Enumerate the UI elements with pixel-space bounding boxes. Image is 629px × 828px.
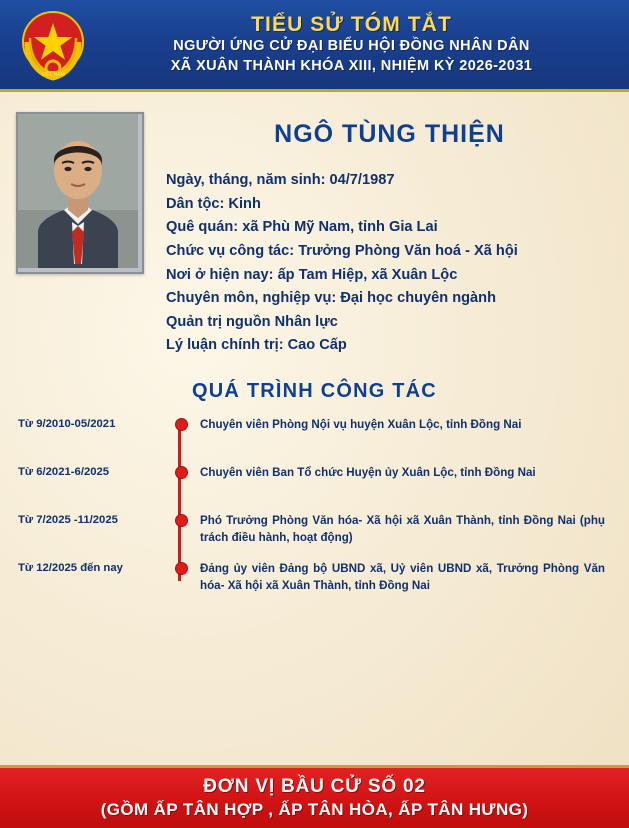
candidate-photo: [16, 112, 144, 274]
timeline-period: Từ 9/2010-05/2021: [18, 418, 116, 431]
electoral-unit-title: ĐƠN VỊ BẦU CỬ SỐ 02: [203, 776, 426, 797]
career-section-title: QUÁ TRÌNH CÔNG TÁC: [192, 380, 437, 403]
timeline-description: Đảng ủy viên Đảng bộ UBND xã, Uỷ viên UBND xã, Trưởng Phòng Văn hóa- Xã hội xã Xuân Thành, tỉnh Đồng Nai: [200, 562, 605, 592]
timeline-dot-cell: [168, 513, 194, 526]
info-ethnicity: Dân tộc: Kinh: [166, 195, 261, 212]
electoral-unit-hamlets: (GỒM ẤP TÂN HỢP , ẤP TÂN HÒA, ẤP TÂN HƯNG): [100, 800, 529, 819]
timeline-period: Từ 12/2025 đến nay: [18, 562, 123, 575]
poster-body: [0, 92, 629, 595]
poster-header: [0, 0, 629, 92]
timeline-period: Từ 7/2025 -11/2025: [18, 514, 118, 527]
timeline-dot-icon: [176, 467, 187, 478]
candidate-name: NGÔ TÙNG THIỆN: [274, 120, 505, 148]
header-text-block: [92, 13, 629, 77]
timeline-dot-cell: [168, 561, 194, 574]
profile-section: [16, 106, 613, 358]
info-position: Chức vụ công tác: Trưởng Phòng Văn hoá - Xã hội: [166, 242, 518, 259]
timeline-entry: [16, 465, 613, 499]
info-residence: Nơi ở hiện nay: ấp Tam Hiệp, xã Xuân Lộc: [166, 266, 458, 283]
poster-footer: [0, 765, 629, 828]
timeline-description: Phó Trưởng Phòng Văn hóa- Xã hội xã Xuân Thành, tỉnh Đồng Nai (phụ trách điều hành, hoạt động): [200, 514, 605, 544]
info-qualification: Chuyên môn, nghiệp vụ: Đại học chuyên ngành: [166, 290, 496, 307]
poster-subtitle-2: XÃ XUÂN THÀNH KHÓA XIII, NHIỆM KỲ 2026-2031: [170, 57, 533, 74]
timeline-dot-cell: [168, 417, 194, 430]
timeline-entry: [16, 561, 613, 595]
timeline-entry: [16, 417, 613, 451]
candidate-details: [144, 106, 613, 358]
timeline-dot-icon: [176, 563, 187, 574]
timeline-period: Từ 6/2021-6/2025: [18, 466, 110, 479]
info-political-theory: Lý luận chính trị: Cao Cấp: [166, 337, 347, 354]
timeline-dot-cell: [168, 465, 194, 478]
svg-text:VIỆT NAM: VIỆT NAM: [41, 71, 65, 78]
info-birthdate: Ngày, tháng, năm sinh: 04/7/1987: [166, 172, 395, 188]
career-timeline: [16, 417, 613, 595]
timeline-dot-icon: [176, 515, 187, 526]
info-hometown: Quê quán: xã Phù Mỹ Nam, tỉnh Gia Lai: [166, 219, 438, 236]
poster-subtitle-1: NGƯỜI ỨNG CỬ ĐẠI BIỂU HỘI ĐỒNG NHÂN DÂN: [173, 38, 530, 55]
timeline-entry: [16, 513, 613, 547]
poster-title: TIỂU SỬ TÓM TẮT: [251, 12, 452, 36]
timeline-description: Chuyên viên Ban Tổ chức Huyện ủy Xuân Lộc, tỉnh Đồng Nai: [200, 466, 536, 480]
info-qualification-cont: Quản trị nguồn Nhân lực: [166, 313, 338, 330]
vietnam-national-emblem-icon: [14, 6, 92, 84]
timeline-description: Chuyên viên Phòng Nội vụ huyện Xuân Lộc, tỉnh Đồng Nai: [200, 418, 522, 432]
timeline-dot-icon: [176, 419, 187, 430]
